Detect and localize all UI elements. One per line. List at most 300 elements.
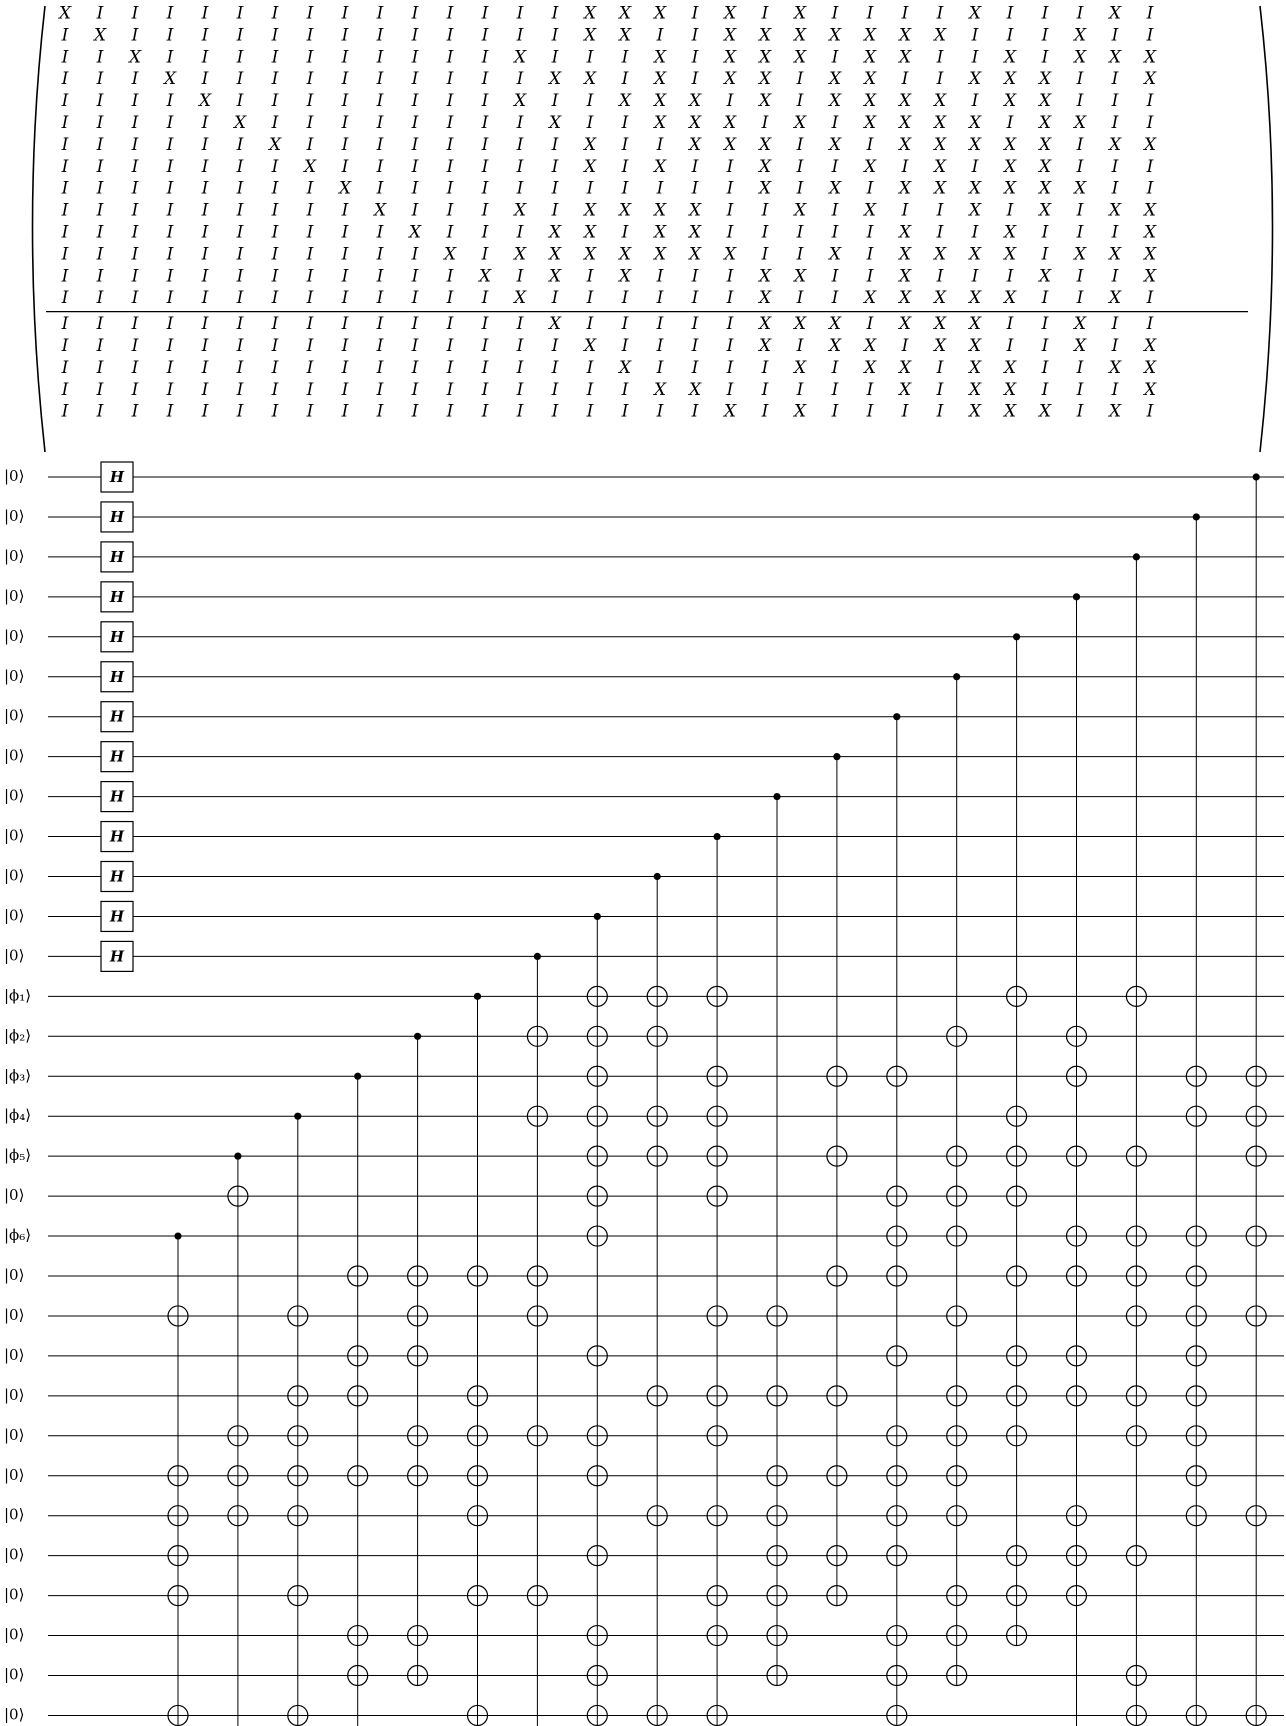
matrix-cell: X xyxy=(1108,47,1122,68)
matrix-cell: I xyxy=(446,178,454,199)
matrix-cell: X xyxy=(1038,401,1052,422)
matrix-cell: I xyxy=(96,314,104,335)
matrix-cell: I xyxy=(866,244,874,265)
matrix-cell: I xyxy=(726,336,734,356)
matrix-cell: X xyxy=(408,222,422,243)
matrix-cell: I xyxy=(551,134,559,155)
qubit-label: |ϕ₆⟩ xyxy=(4,1226,32,1245)
matrix-cell: I xyxy=(656,336,664,356)
matrix-cell: X xyxy=(1073,244,1087,265)
matrix-cell: X xyxy=(1073,113,1087,133)
matrix-cell: X xyxy=(1003,357,1017,378)
control-dot xyxy=(833,753,840,760)
matrix-cell: I xyxy=(516,222,524,243)
matrix-cell: I xyxy=(61,314,69,335)
matrix-cell: X xyxy=(933,178,947,199)
matrix-cell: I xyxy=(1076,156,1084,177)
qubit-label: |0⟩ xyxy=(4,746,25,765)
hadamard-gate-label: H xyxy=(109,507,125,526)
matrix-cell: X xyxy=(898,178,912,199)
matrix-cell: I xyxy=(1076,288,1084,309)
matrix-cell: I xyxy=(796,244,804,265)
matrix-cell: I xyxy=(271,200,279,221)
matrix-cell: X xyxy=(863,336,877,356)
matrix-cell: I xyxy=(131,91,139,112)
matrix-cell: I xyxy=(96,134,104,155)
matrix-cell: X xyxy=(1003,401,1017,422)
matrix-cell: I xyxy=(621,336,629,356)
matrix-cell: I xyxy=(831,47,839,68)
matrix-cell: I xyxy=(831,379,839,400)
matrix-cell: I xyxy=(446,91,454,112)
matrix-cell: I xyxy=(1146,401,1154,422)
matrix-cell: I xyxy=(1111,113,1119,133)
matrix-cell: I xyxy=(341,69,349,90)
matrix-cell: I xyxy=(621,222,629,243)
matrix-cell: X xyxy=(128,47,142,68)
matrix-cell: X xyxy=(933,336,947,356)
matrix-cell: I xyxy=(131,314,139,335)
matrix-cell: I xyxy=(621,69,629,90)
qubit-label: |0⟩ xyxy=(4,666,25,685)
matrix-cell: I xyxy=(866,3,874,24)
matrix-cell: I xyxy=(236,69,244,90)
qubit-label: |0⟩ xyxy=(4,1385,25,1404)
matrix-cell: X xyxy=(688,222,702,243)
control-dot xyxy=(773,793,780,800)
matrix-cell: I xyxy=(236,200,244,221)
matrix-cell: I xyxy=(411,266,419,287)
matrix-cell: I xyxy=(341,156,349,177)
matrix-cell: I xyxy=(726,156,734,177)
matrix-cell: I xyxy=(1006,3,1014,24)
matrix-cell: I xyxy=(236,266,244,287)
matrix-cell: I xyxy=(271,178,279,199)
matrix-cell: X xyxy=(933,134,947,155)
matrix-cell: I xyxy=(586,91,594,112)
matrix-cell: X xyxy=(93,25,107,46)
matrix-cell: X xyxy=(1108,3,1122,24)
matrix-cell: I xyxy=(271,401,279,422)
matrix-cell: I xyxy=(796,336,804,356)
qubit-label: |0⟩ xyxy=(4,1505,25,1524)
matrix-cell: X xyxy=(513,47,527,68)
qubit-label: |0⟩ xyxy=(4,1705,25,1724)
hadamard-gate-label: H xyxy=(109,627,125,646)
matrix-cell: X xyxy=(1073,336,1087,356)
control-dot xyxy=(534,953,541,960)
matrix-cell: X xyxy=(863,357,877,378)
matrix-cell: I xyxy=(726,91,734,112)
matrix-cell: I xyxy=(411,178,419,199)
matrix-cell: I xyxy=(516,357,524,378)
matrix-cell: X xyxy=(1003,69,1017,90)
matrix-cell: I xyxy=(271,357,279,378)
matrix-cell: X xyxy=(1143,69,1157,90)
matrix-cell: I xyxy=(691,156,699,177)
matrix-cell: I xyxy=(341,314,349,335)
matrix-cell: X xyxy=(1038,113,1052,133)
matrix-cell: I xyxy=(376,357,384,378)
matrix-cell: I xyxy=(586,266,594,287)
hadamard-gate-label: H xyxy=(109,707,125,726)
matrix-cell: I xyxy=(831,266,839,287)
matrix-cell: X xyxy=(513,200,527,221)
matrix-cell: I xyxy=(971,222,979,243)
matrix-cell: X xyxy=(1003,91,1017,112)
matrix-cell: I xyxy=(201,314,209,335)
matrix-cell: I xyxy=(866,314,874,335)
matrix-cell: I xyxy=(551,288,559,309)
matrix-cell: I xyxy=(236,178,244,199)
matrix-cell: I xyxy=(1076,91,1084,112)
matrix-cell: X xyxy=(898,47,912,68)
matrix-cell: I xyxy=(131,379,139,400)
matrix-cell: I xyxy=(236,222,244,243)
matrix-cell: X xyxy=(968,178,982,199)
matrix-cell: I xyxy=(936,69,944,90)
matrix-cell: X xyxy=(548,266,562,287)
matrix-cell: X xyxy=(583,336,597,356)
matrix-cell: I xyxy=(1006,200,1014,221)
matrix-cell: X xyxy=(968,288,982,309)
matrix-cell: I xyxy=(201,200,209,221)
matrix-cell: I xyxy=(831,156,839,177)
matrix-cell: X xyxy=(793,3,807,24)
matrix-cell: X xyxy=(758,91,772,112)
matrix-cell: I xyxy=(411,113,419,133)
matrix-cell: X xyxy=(933,113,947,133)
matrix-cell: I xyxy=(1041,25,1049,46)
matrix-cell: I xyxy=(516,25,524,46)
matrix-cell: I xyxy=(971,47,979,68)
matrix-cell: I xyxy=(901,401,909,422)
matrix-cell: I xyxy=(481,113,489,133)
matrix-cell: X xyxy=(793,314,807,335)
matrix-cell: I xyxy=(306,91,314,112)
matrix-cell: I xyxy=(656,178,664,199)
matrix-cell: I xyxy=(131,178,139,199)
matrix-cell: I xyxy=(866,266,874,287)
matrix-cell: I xyxy=(306,178,314,199)
matrix-cell: I xyxy=(376,156,384,177)
qubit-label: |0⟩ xyxy=(4,706,25,725)
matrix-cell: I xyxy=(796,156,804,177)
matrix-cell: X xyxy=(828,178,842,199)
matrix-cell: I xyxy=(131,266,139,287)
matrix-cell: I xyxy=(96,91,104,112)
matrix-cell: X xyxy=(618,3,632,24)
matrix-cell: X xyxy=(1073,47,1087,68)
matrix-cell: I xyxy=(271,69,279,90)
matrix-cell: X xyxy=(653,69,667,90)
matrix-cell: I xyxy=(1076,134,1084,155)
control-dot xyxy=(1073,593,1080,600)
matrix-cell: I xyxy=(796,91,804,112)
matrix-cell: I xyxy=(691,69,699,90)
matrix-cell: I xyxy=(341,25,349,46)
matrix-cell: X xyxy=(58,3,72,24)
matrix-cell: I xyxy=(96,200,104,221)
matrix-cell: I xyxy=(1041,314,1049,335)
matrix-cell: I xyxy=(621,178,629,199)
matrix-cell: I xyxy=(726,379,734,400)
matrix-cell: I xyxy=(481,25,489,46)
matrix-cell: I xyxy=(1076,357,1084,378)
matrix-cell: I xyxy=(796,69,804,90)
matrix-cell: I xyxy=(446,314,454,335)
matrix-cell: X xyxy=(1003,244,1017,265)
matrix-cell: I xyxy=(96,47,104,68)
matrix-cell: I xyxy=(481,357,489,378)
matrix-cell: I xyxy=(96,336,104,356)
matrix-cell: X xyxy=(1143,200,1157,221)
matrix-cell: I xyxy=(481,336,489,356)
matrix-cell: X xyxy=(653,156,667,177)
matrix-cell: X xyxy=(443,244,457,265)
hadamard-gate-label: H xyxy=(109,547,125,566)
matrix-cell: X xyxy=(968,200,982,221)
matrix-cell: I xyxy=(691,336,699,356)
matrix-cell: I xyxy=(761,222,769,243)
matrix-cell: X xyxy=(863,156,877,177)
matrix-cell: I xyxy=(1041,244,1049,265)
matrix-cell: I xyxy=(796,379,804,400)
matrix-cell: I xyxy=(481,156,489,177)
matrix-cell: I xyxy=(341,357,349,378)
qubit-label: |0⟩ xyxy=(4,467,25,485)
matrix-cell: X xyxy=(303,156,317,177)
matrix-cell: I xyxy=(761,244,769,265)
matrix-cell: X xyxy=(618,200,632,221)
matrix-cell: I xyxy=(796,222,804,243)
pauli-matrix xyxy=(33,4,1273,453)
control-dot xyxy=(1133,553,1140,560)
matrix-cell: I xyxy=(586,178,594,199)
matrix-cell: I xyxy=(691,288,699,309)
matrix-cell: I xyxy=(411,91,419,112)
qubit-label: |0⟩ xyxy=(4,1186,25,1205)
matrix-cell: I xyxy=(96,288,104,309)
matrix-cell: I xyxy=(271,113,279,133)
matrix-cell: I xyxy=(656,401,664,422)
matrix-right-paren xyxy=(1260,6,1273,452)
matrix-cell: I xyxy=(376,288,384,309)
matrix-cell: X xyxy=(548,113,562,133)
matrix-cell: X xyxy=(898,222,912,243)
matrix-cell: X xyxy=(478,266,492,287)
matrix-cell: I xyxy=(61,336,69,356)
matrix-cell: I xyxy=(446,200,454,221)
matrix-cell: I xyxy=(551,379,559,400)
matrix-cell: I xyxy=(306,200,314,221)
matrix-cell: I xyxy=(516,401,524,422)
matrix-cell: I xyxy=(446,25,454,46)
matrix-cell: X xyxy=(968,134,982,155)
matrix-cell: X xyxy=(1143,357,1157,378)
matrix-cell: X xyxy=(793,401,807,422)
matrix-cell: I xyxy=(131,69,139,90)
control-dot xyxy=(294,1113,301,1120)
control-dot xyxy=(953,673,960,680)
matrix-cell: I xyxy=(586,288,594,309)
matrix-cell: X xyxy=(758,336,772,356)
matrix-cell: I xyxy=(341,47,349,68)
qubit-label: |0⟩ xyxy=(4,1345,25,1364)
matrix-cell: I xyxy=(726,357,734,378)
matrix-cell: I xyxy=(96,3,104,24)
matrix-cell: I xyxy=(551,47,559,68)
matrix-cell: X xyxy=(1108,357,1122,378)
matrix-cell: I xyxy=(796,134,804,155)
matrix-cell: I xyxy=(691,178,699,199)
matrix-cell: I xyxy=(236,379,244,400)
matrix-cell: I xyxy=(411,336,419,356)
qubit-label: |ϕ₃⟩ xyxy=(4,1066,32,1085)
matrix-cell: I xyxy=(1111,178,1119,199)
matrix-cell: I xyxy=(96,379,104,400)
matrix-cell: X xyxy=(688,113,702,133)
matrix-cell: X xyxy=(233,113,247,133)
control-dot xyxy=(893,713,900,720)
matrix-cell: I xyxy=(376,178,384,199)
matrix-cell: I xyxy=(551,200,559,221)
matrix-cell: X xyxy=(1108,244,1122,265)
matrix-cell: I xyxy=(166,288,174,309)
matrix-cell: X xyxy=(793,357,807,378)
matrix-cell: I xyxy=(1041,379,1049,400)
control-dot xyxy=(594,913,601,920)
matrix-cell: I xyxy=(341,379,349,400)
matrix-cell: X xyxy=(1108,134,1122,155)
matrix-cell: I xyxy=(166,266,174,287)
matrix-cell: I xyxy=(1076,266,1084,287)
matrix-cell: X xyxy=(1108,401,1122,422)
matrix-cell: X xyxy=(1038,156,1052,177)
matrix-cell: X xyxy=(793,25,807,46)
matrix-cell: I xyxy=(516,266,524,287)
matrix-cell: I xyxy=(936,3,944,24)
matrix-cell: I xyxy=(271,25,279,46)
matrix-cell: X xyxy=(898,91,912,112)
matrix-cell: X xyxy=(513,288,527,309)
matrix-cell: I xyxy=(621,379,629,400)
matrix-cell: I xyxy=(1076,379,1084,400)
matrix-cell: I xyxy=(376,266,384,287)
qubit-label: |ϕ₅⟩ xyxy=(4,1146,32,1165)
matrix-cell: X xyxy=(723,3,737,24)
matrix-cell: I xyxy=(901,69,909,90)
matrix-cell: X xyxy=(1038,91,1052,112)
matrix-cell: X xyxy=(163,69,177,90)
matrix-cell: X xyxy=(898,314,912,335)
matrix-cell: I xyxy=(1041,47,1049,68)
matrix-cell: X xyxy=(653,222,667,243)
matrix-cell: X xyxy=(898,379,912,400)
matrix-cell: I xyxy=(411,401,419,422)
matrix-cell: X xyxy=(863,47,877,68)
matrix-cell: X xyxy=(793,113,807,133)
matrix-cell: X xyxy=(933,156,947,177)
matrix-cell: I xyxy=(411,69,419,90)
matrix-cell: X xyxy=(583,134,597,155)
control-dot xyxy=(234,1153,241,1160)
matrix-cell: X xyxy=(1143,336,1157,356)
matrix-cell: I xyxy=(481,3,489,24)
matrix-cell: X xyxy=(758,69,772,90)
matrix-cell: I xyxy=(691,3,699,24)
matrix-cell: X xyxy=(583,244,597,265)
matrix-cell: I xyxy=(61,113,69,133)
matrix-cell: I xyxy=(96,156,104,177)
matrix-cell: I xyxy=(1076,200,1084,221)
matrix-cell: X xyxy=(1003,178,1017,199)
matrix-cell: I xyxy=(621,401,629,422)
matrix-cell: I xyxy=(971,156,979,177)
matrix-cell: X xyxy=(863,25,877,46)
matrix-cell: I xyxy=(341,91,349,112)
matrix-cell: I xyxy=(1041,222,1049,243)
qubit-label: |0⟩ xyxy=(4,1545,25,1564)
matrix-cell: I xyxy=(586,357,594,378)
matrix-cell: I xyxy=(901,3,909,24)
matrix-cell: I xyxy=(586,379,594,400)
matrix-cell: I xyxy=(691,47,699,68)
matrix-cell: I xyxy=(761,379,769,400)
matrix-cell: I xyxy=(1041,357,1049,378)
hadamard-gate-label: H xyxy=(109,468,125,486)
matrix-cell: I xyxy=(376,25,384,46)
matrix-cell: X xyxy=(793,200,807,221)
matrix-cell: X xyxy=(828,25,842,46)
matrix-cell: X xyxy=(1038,200,1052,221)
matrix-cell: I xyxy=(446,357,454,378)
matrix-cell: I xyxy=(1146,178,1154,199)
matrix-cell: X xyxy=(968,113,982,133)
matrix-cell: X xyxy=(583,222,597,243)
matrix-cell: X xyxy=(653,379,667,400)
matrix-cell: X xyxy=(793,47,807,68)
matrix-cell: X xyxy=(968,357,982,378)
matrix-cell: I xyxy=(131,113,139,133)
matrix-cell: X xyxy=(653,47,667,68)
qubit-label: |0⟩ xyxy=(4,946,25,965)
matrix-cell: I xyxy=(96,178,104,199)
matrix-cell: X xyxy=(723,401,737,422)
matrix-cell: I xyxy=(831,113,839,133)
matrix-cell: I xyxy=(551,3,559,24)
matrix-cell: I xyxy=(201,244,209,265)
matrix-cell: I xyxy=(376,314,384,335)
matrix-cell: I xyxy=(621,113,629,133)
matrix-cell: I xyxy=(376,244,384,265)
matrix-cell: X xyxy=(653,91,667,112)
hadamard-gate-label: H xyxy=(109,787,125,806)
matrix-cell: I xyxy=(446,336,454,356)
matrix-cell: X xyxy=(1038,266,1052,287)
matrix-cell: I xyxy=(376,336,384,356)
matrix-cell: I xyxy=(61,379,69,400)
hadamard-gate-label: H xyxy=(109,867,125,886)
matrix-cell: I xyxy=(691,357,699,378)
matrix-cell: I xyxy=(61,25,69,46)
matrix-cell: I xyxy=(166,200,174,221)
matrix-cell: I xyxy=(411,314,419,335)
matrix-cell: I xyxy=(411,47,419,68)
qubit-label: |ϕ₄⟩ xyxy=(4,1106,32,1125)
matrix-cell: X xyxy=(688,379,702,400)
matrix-cell: X xyxy=(898,288,912,309)
